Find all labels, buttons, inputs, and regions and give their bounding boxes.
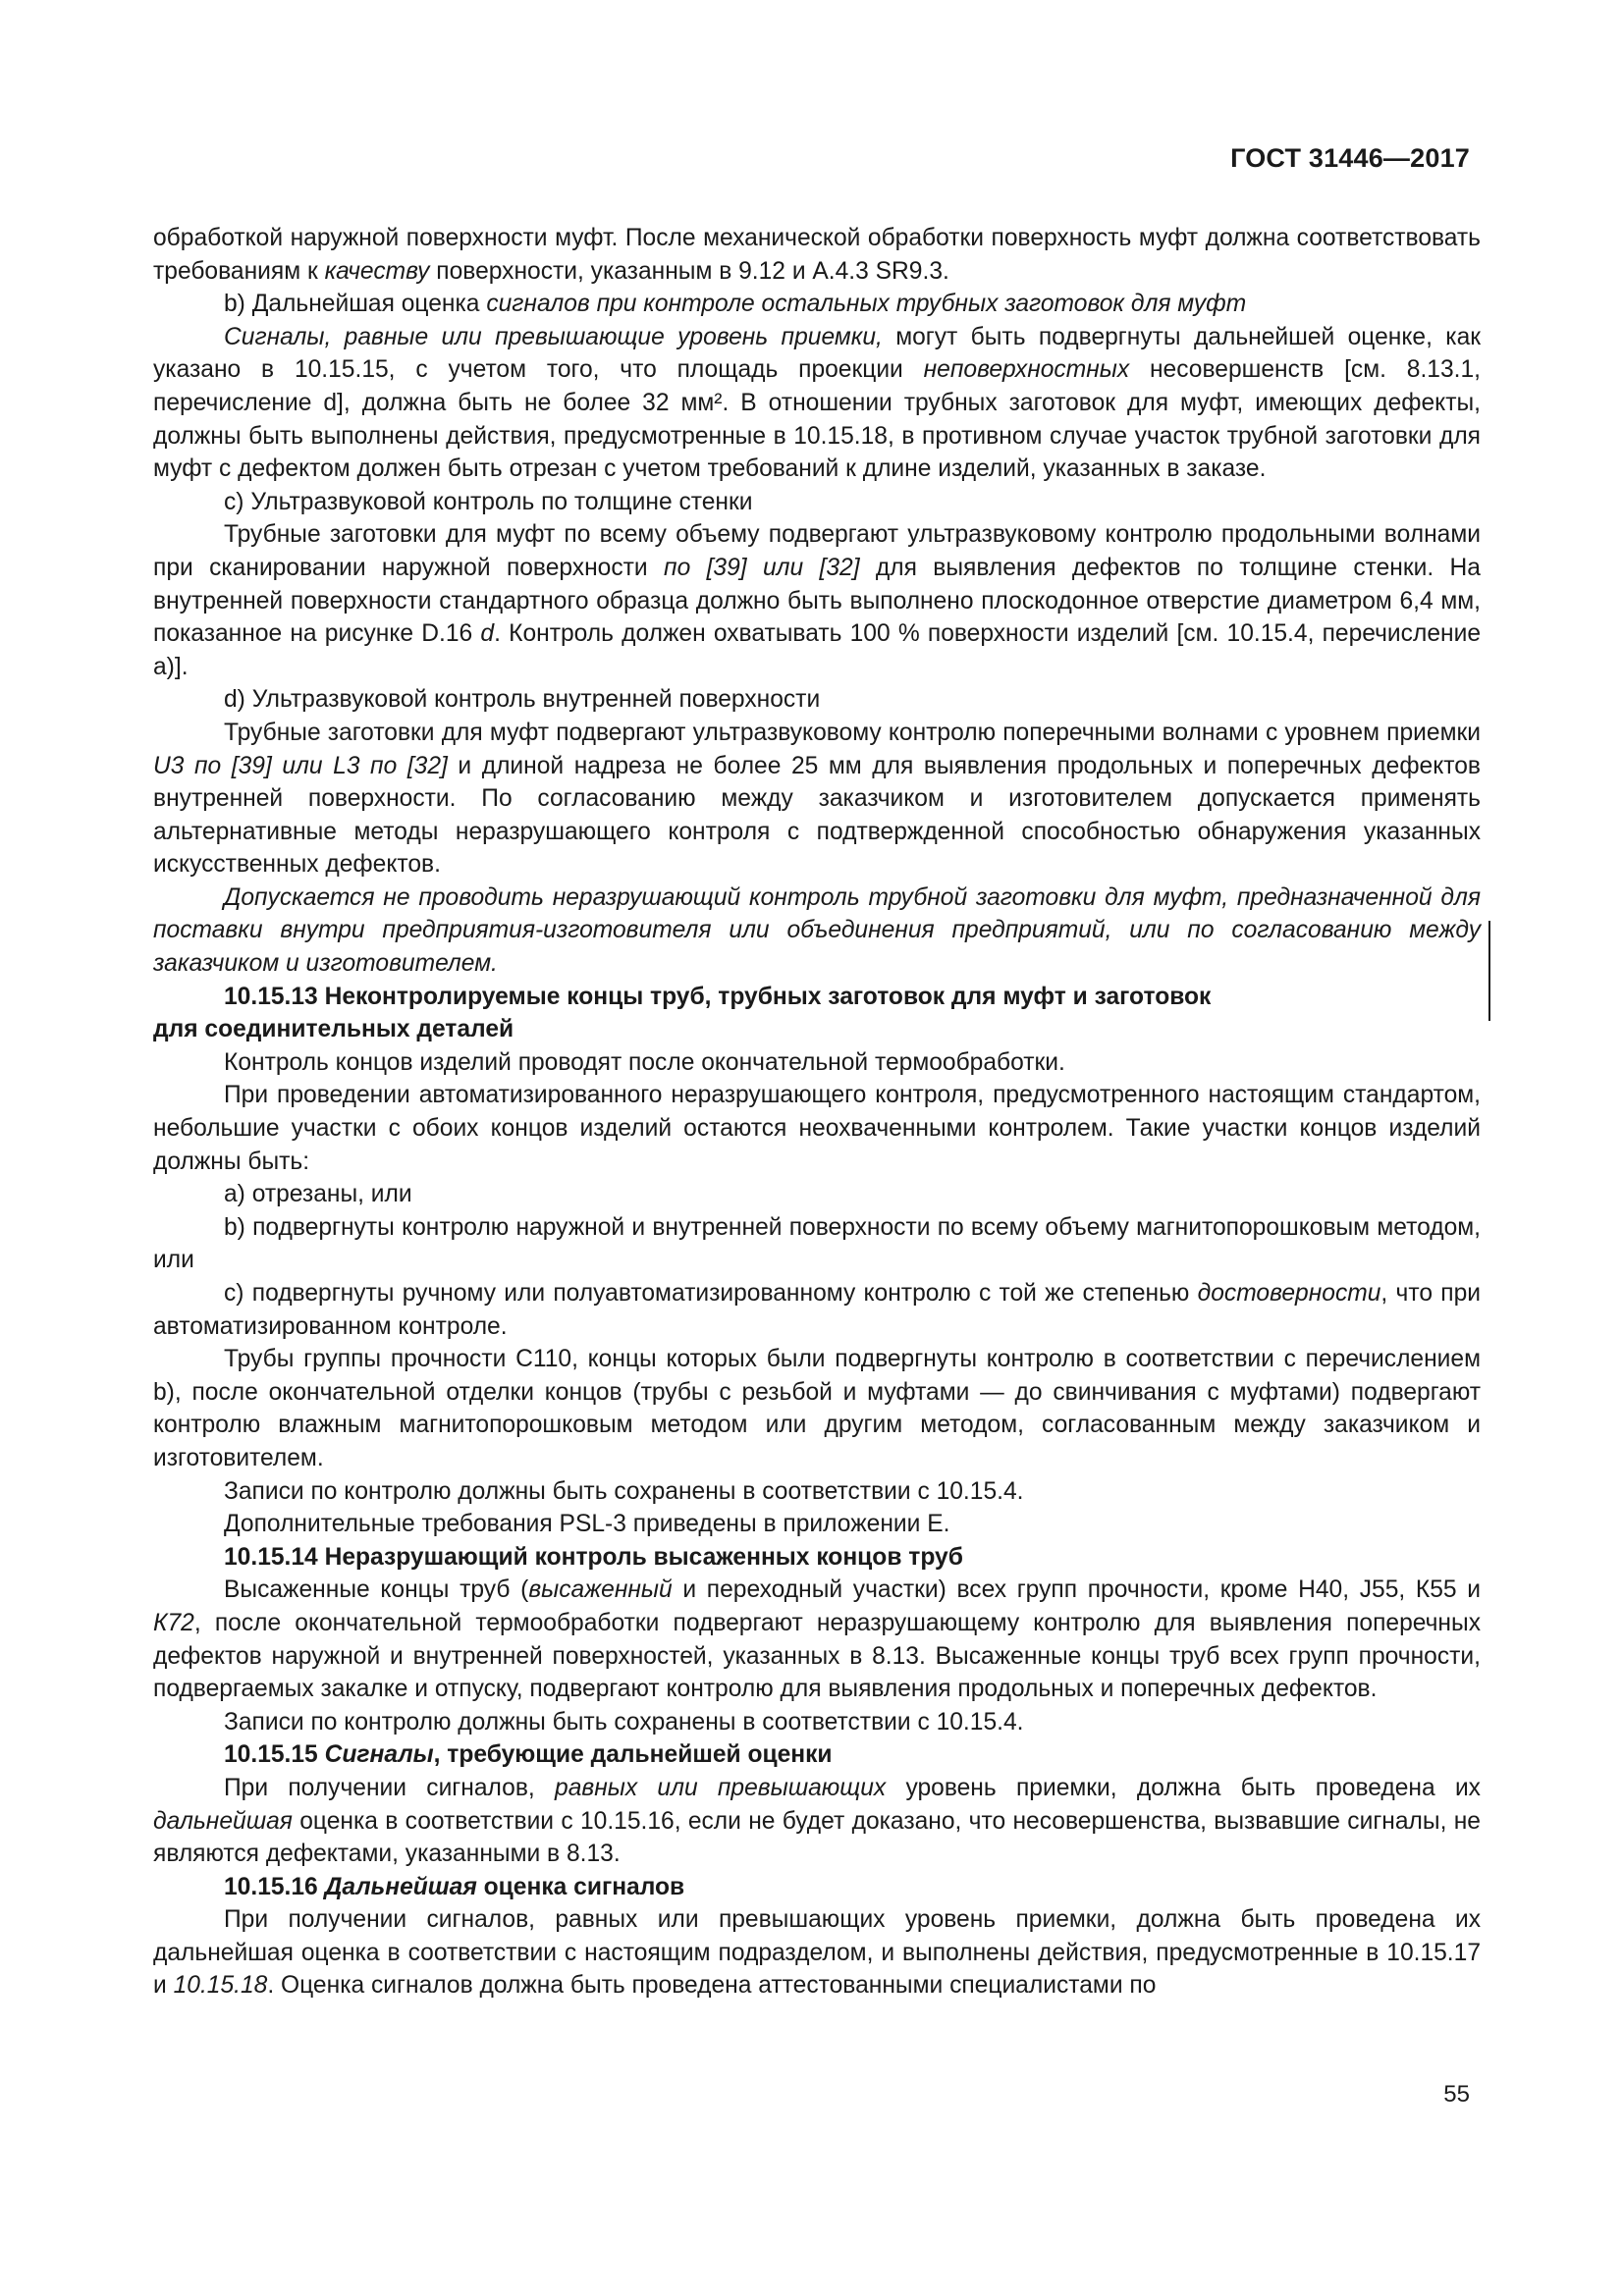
list-item: с) подвергнуты ручному или полуавтоматизированному контролю с той же степенью достоверности, что при автоматизированном контроле. [153,1280,1481,1340]
paragraph: Контроль концов изделий проводят после окончательной термообработки. [224,1048,1065,1076]
list-item: b) подвергнуты контролю наружной и внутренней поверхности по всему объему магнитопорошковым методом, или [153,1213,1481,1274]
list-item: d) Ультразвуковой контроль внутренней поверхности [224,686,821,714]
paragraph: Трубные заготовки для муфт по всему объему подвергают ультразвуковому контролю продольными волнами при сканировании наружной поверхности по [39] или [32] для выявления дефектов по толщине стенки. На внутренней поверхности стандартного образца должно быть выполнено плоскодонное отверстие диаметром 6,4 мм, показанное на рисунке D.16 d. Контроль должен охватывать 100 % поверхности изделий [см. 10.15.4, перечисление а)]. [153,521,1481,680]
paragraph: Высаженные концы труб (высаженный и переходный участки) всех групп прочности, кроме Н40, J55, К55 и К72, после окончательной термообработки подвергают неразрушающему контролю для выявления поперечных дефектов наружной и внутренней поверхностей, указанных в 8.13. Высаженные концы труб всех групп прочности, подвергаемых закалке и отпуску, подвергают контролю для выявления продольных и поперечных дефектов. [153,1576,1481,1703]
paragraph-note: Допускается не проводить неразрушающий контроль трубной заготовки для муфт, предназначенной для поставки внутри предприятия-изготовителя или объединения предприятий, или по согласованию между заказчиком и изготовителем. [153,883,1481,978]
list-item: с) Ультразвуковой контроль по толщине стенки [224,488,753,515]
document-header: ГОСТ 31446—2017 [1230,143,1470,173]
paragraph: При получении сигналов, равных или превышающих уровень приемки, должна быть проведена их дальнейшая оценка в соответствии с настоящим подразделом, и выполнены действия, предусмотренные в 10.15.17 и 10.15.18. Оценка сигналов должна быть проведена аттестованными специалистами по [153,1906,1481,2000]
paragraph: обработкой наружной поверхности муфт. После механической обработки поверхность муфт должна соответствовать требованиям к качеству поверхности, указанным в 9.12 и А.4.3 SR9.3. [153,225,1481,285]
paragraph: При проведении автоматизированного неразрушающего контроля, предусмотренного настоящим стандартом, небольшие участки с обоих концов изделий остаются неохваченными контролем. Такие участки концов изделий должны быть: [153,1082,1481,1175]
section-heading: 10.15.15 Сигналы, требующие дальнейшей оценки [224,1741,833,1769]
paragraph: При получении сигналов, равных или превышающих уровень приемки, должна быть проведена их дальнейшая оценка в соответствии с 10.15.16, если не будет доказано, что несовершенства, вызвавшие сигналы, не являются дефектами, указанными в 8.13. [153,1774,1481,1868]
section-heading-continuation: для соединительных деталей [153,1016,514,1043]
paragraph: Трубы группы прочности С110, концы которых были подвергнуты контролю в соответствии с перечислением b), после окончательной отделки концов (трубы с резьбой и муфтами — до свинчивания с муфтами) подвергают контролю влажным магнитопорошковым методом или другим методом, согласованным между заказчиком и изготовителем. [153,1346,1481,1471]
document-body [153,222,1481,2002]
paragraph: Сигналы, равные или превышающие уровень приемки, могут быть подвергнуты дальнейшей оценке, как указано в 10.15.15, с учетом того, что площадь проекции неповерхностных несовершенств [см. 8.13.1, перечисление d], должна быть не более 32 мм². В отношении трубных заготовок для муфт, имеющих дефекты, должны быть выполнены действия, предусмотренные в 10.15.18, в противном случае участок трубной заготовки для муфт с дефектом должен быть отрезан с учетом требований к длине изделий, указанных в заказе. [153,323,1482,483]
list-item: а) отрезаны, или [224,1181,412,1208]
section-heading: 10.15.13 Неконтролируемые концы труб, трубных заготовок для муфт и заготовок [224,983,1212,1010]
paragraph: Записи по контролю должны быть сохранены в соответствии с 10.15.4. [224,1477,1024,1505]
paragraph: Записи по контролю должны быть сохранены в соответствии с 10.15.4. [224,1708,1024,1735]
paragraph: Дополнительные требования PSL-3 приведены в приложении Е. [224,1511,950,1538]
section-heading: 10.15.14 Неразрушающий контроль высаженных концов труб [224,1543,963,1571]
paragraph: Трубные заготовки для муфт подвергают ультразвуковому контролю поперечными волнами с уровнем приемки U3 по [39] или L3 по [32] и длиной надреза не более 25 мм для выявления продольных и поперечных дефектов внутренней поверхности. По согласованию между заказчиком и изготовителем допускается применять альтернативные методы неразрушающего контроля с подтвержденной способностью обнаружения указанных искусственных дефектов. [153,719,1481,879]
section-heading: 10.15.16 Дальнейшая оценка сигналов [224,1873,685,1900]
list-item: b) Дальнейшая оценка сигналов при контроле остальных трубных заготовок для муфт [224,291,1247,318]
change-bar [1488,921,1490,1021]
page-number: 55 [1443,2081,1470,2108]
